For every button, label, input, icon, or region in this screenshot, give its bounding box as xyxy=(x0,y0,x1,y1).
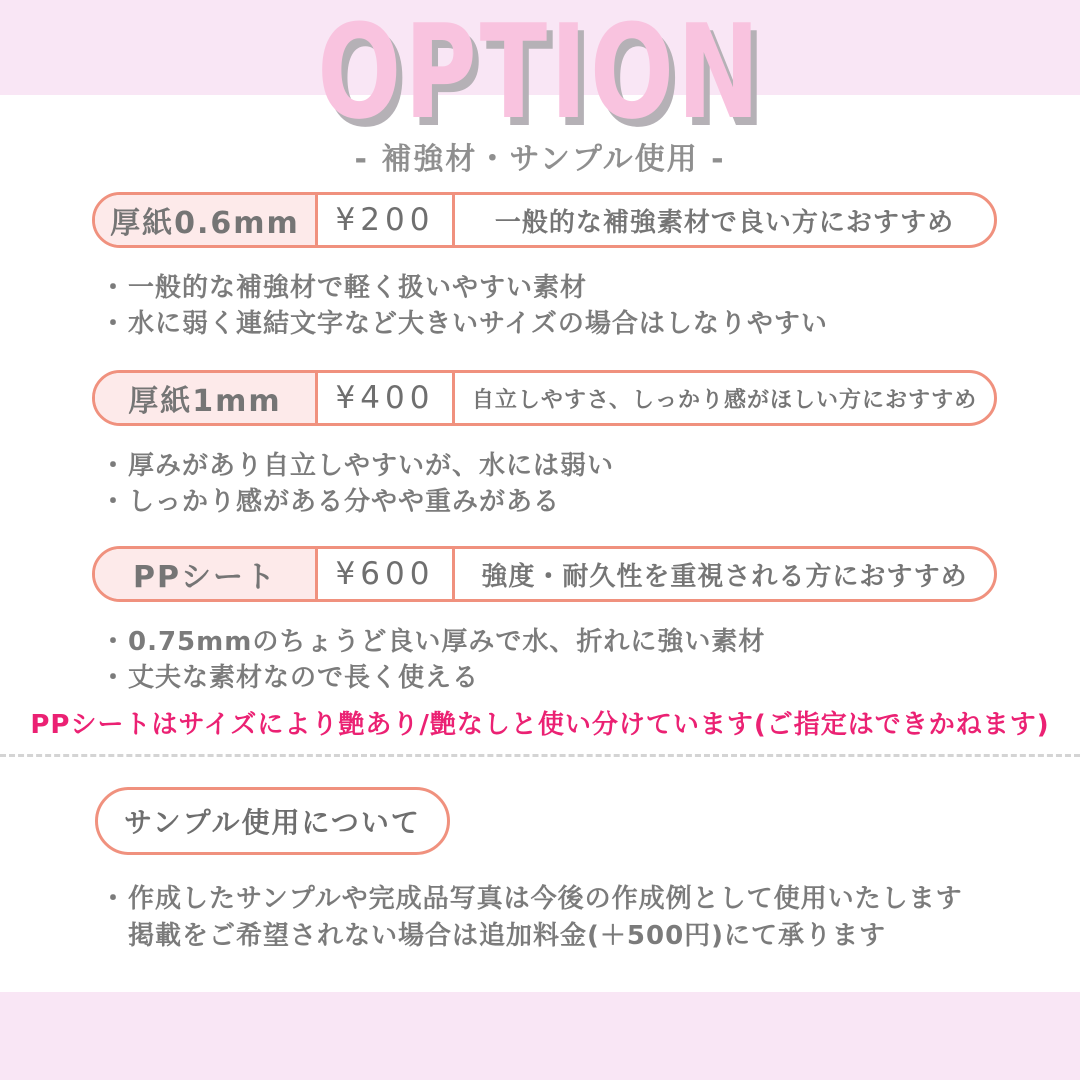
bullet-marker: ・ xyxy=(100,627,128,657)
option-price: ¥200 xyxy=(318,195,455,245)
option-notes-pp-sheet xyxy=(100,624,1030,696)
bullet-marker: ・ xyxy=(100,487,128,517)
option-name: 厚紙1mm xyxy=(95,373,318,423)
note-item xyxy=(100,624,1030,660)
option-recommendation: 自立しやすさ、しっかり感がほしい方におすすめ xyxy=(471,387,978,413)
option-notes-atsugami-1mm xyxy=(100,448,1030,520)
note-text: 掲載をご希望されない場合は追加料金(＋500円)にて承ります xyxy=(128,921,887,951)
option-recommendation: 一般的な補強素材で良い方におすすめ xyxy=(494,207,955,238)
bullet-marker: ・ xyxy=(100,451,128,481)
option-row-atsugami-1mm xyxy=(92,370,997,426)
note-item xyxy=(100,484,1030,520)
note-text: 水に弱く連結文字など大きいサイズの場合はしなりやすい xyxy=(128,309,828,339)
option-name: PPシート xyxy=(95,549,318,599)
option-price: ¥600 xyxy=(318,549,455,599)
note-item xyxy=(100,306,1030,342)
bullet-marker: ・ xyxy=(100,273,128,303)
dashed-divider xyxy=(0,754,1080,757)
bullet-marker: ・ xyxy=(100,309,128,339)
note-text: 0.75mmのちょうど良い厚みで水、折れに強い素材 xyxy=(128,627,766,657)
sample-usage-section xyxy=(95,787,1080,855)
page-title: OPTION xyxy=(317,0,763,148)
note-item xyxy=(100,270,1030,306)
note-text: 一般的な補強材で軽く扱いやすい素材 xyxy=(128,273,588,303)
note-item xyxy=(100,881,1030,918)
option-row-atsugami-06mm xyxy=(92,192,997,248)
bullet-marker: ・ xyxy=(100,663,128,693)
bullet-marker: ・ xyxy=(100,884,128,914)
option-notes-atsugami-06mm xyxy=(100,270,1030,342)
sample-usage-heading: サンプル使用について xyxy=(95,787,450,855)
note-text: しっかり感がある分やや重みがある xyxy=(128,487,561,517)
note-text: 作成したサンプルや完成品写真は今後の作成例として使用いたします xyxy=(128,884,963,914)
note-text: 厚みがあり自立しやすいが、水には弱い xyxy=(128,451,615,481)
note-text: 丈夫な素材なので長く使える xyxy=(128,663,480,693)
sample-usage-notes xyxy=(100,881,1030,955)
option-row-pp-sheet xyxy=(92,546,997,602)
option-price: ¥400 xyxy=(318,373,455,423)
note-item xyxy=(100,660,1030,696)
bottom-banner xyxy=(0,992,1080,1080)
pp-sheet-disclaimer: PPシートはサイズにより艶あり/艶なしと使い分けています(ご指定はできかねます) xyxy=(30,710,1050,740)
option-name: 厚紙0.6mm xyxy=(95,195,318,245)
page-subtitle: - 補強材・サンプル使用 - xyxy=(354,142,726,177)
option-recommendation: 強度・耐久性を重視される方におすすめ xyxy=(481,561,968,592)
note-item-continuation xyxy=(100,918,1030,955)
note-item xyxy=(100,448,1030,484)
